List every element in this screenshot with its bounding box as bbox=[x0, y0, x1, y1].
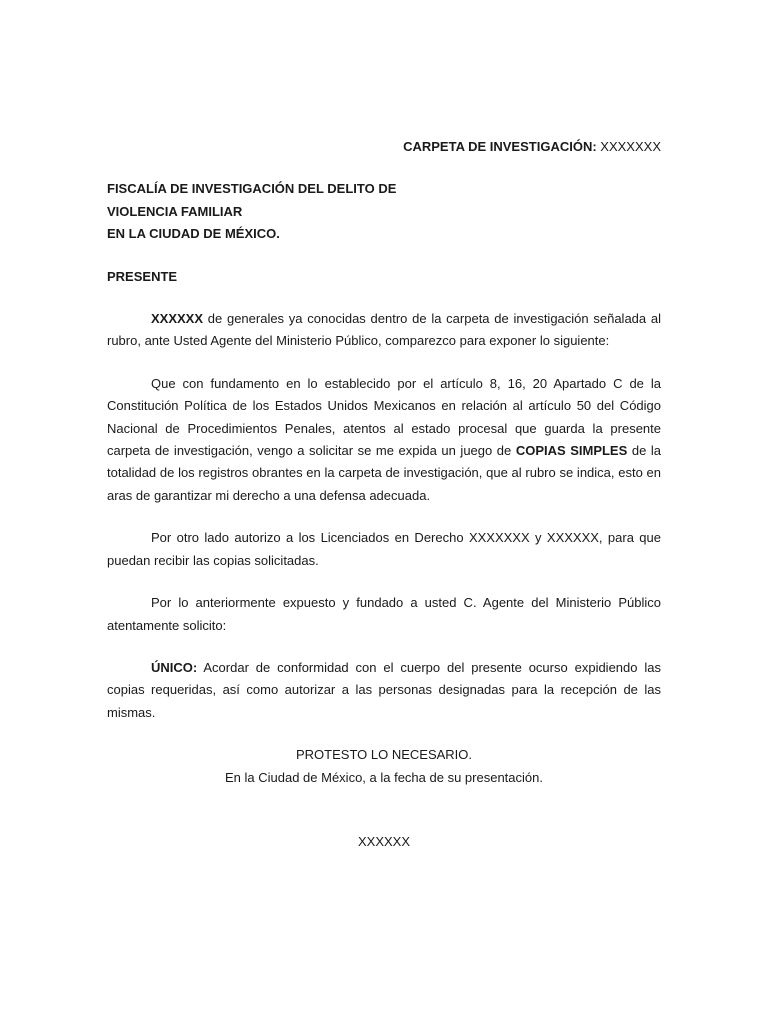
closing-line-1: PROTESTO LO NECESARIO. bbox=[295, 747, 473, 763]
document-body bbox=[107, 136, 661, 853]
copies-emphasis: COPIAS SIMPLES bbox=[515, 443, 628, 459]
closing-line-2: En la Ciudad de México, a la fecha de su presentación. bbox=[225, 769, 543, 785]
paragraph-introduction bbox=[107, 308, 661, 353]
paragraph-request bbox=[107, 373, 661, 507]
signature-name: XXXXXX bbox=[357, 833, 411, 849]
paragraph-request-text-after: de la totalidad de los registros obrantes en la carpeta de investigación, que al rubro se indica, esto en aras de garantizar mi derecho a una defensa adecuada. bbox=[107, 443, 661, 503]
paragraph-request-text-before: Que con fundamento en lo establecido por el artículo 8, 16, 20 Apartado C de la Constitución Política de los Estados Unidos Mexicanos en relación al artículo 50 del Código Nacional de Procedimientos Penales, atentos al estado procesal que guarda la presente carpeta de investigación, vengo a solicitar se me expida un juego de bbox=[107, 375, 661, 459]
file-number-label: CARPETA DE INVESTIGACIÓN: bbox=[403, 139, 597, 154]
addressee-line-3: EN LA CIUDAD DE MÉXICO. bbox=[107, 226, 280, 242]
paragraph-unico bbox=[107, 657, 661, 724]
closing-block bbox=[107, 744, 661, 789]
petitioner-name: XXXXXX bbox=[151, 311, 204, 327]
addressee-block bbox=[107, 178, 661, 245]
paragraph-authorization: Por otro lado autorizo a los Licenciados en Derecho XXXXXXX y XXXXXX, para que puedan recibir las copias solicitadas. bbox=[107, 530, 661, 568]
file-number-value: XXXXXXX bbox=[600, 139, 661, 154]
paragraph-introduction-text: de generales ya conocidas dentro de la carpeta de investigación señalada al rubro, ante Usted Agente del Ministerio Público, comparezco para exponer lo siguiente: bbox=[107, 311, 661, 349]
addressee-line-2: VIOLENCIA FAMILIAR bbox=[107, 203, 243, 219]
file-number-line bbox=[107, 136, 661, 158]
unico-text: Acordar de conformidad con el cuerpo del presente ocurso expidiendo las copias requeridas, así como autorizar a las personas designadas para la recepción de las mismas. bbox=[107, 659, 661, 720]
addressee-line-1: FISCALÍA DE INVESTIGACIÓN DEL DELITO DE bbox=[107, 181, 397, 197]
paragraph-petition: Por lo anteriormente expuesto y fundado a usted C. Agente del Ministerio Público atentamente solicito: bbox=[107, 595, 661, 633]
salutation: PRESENTE bbox=[107, 268, 178, 284]
unico-label: ÚNICO: bbox=[151, 659, 198, 675]
